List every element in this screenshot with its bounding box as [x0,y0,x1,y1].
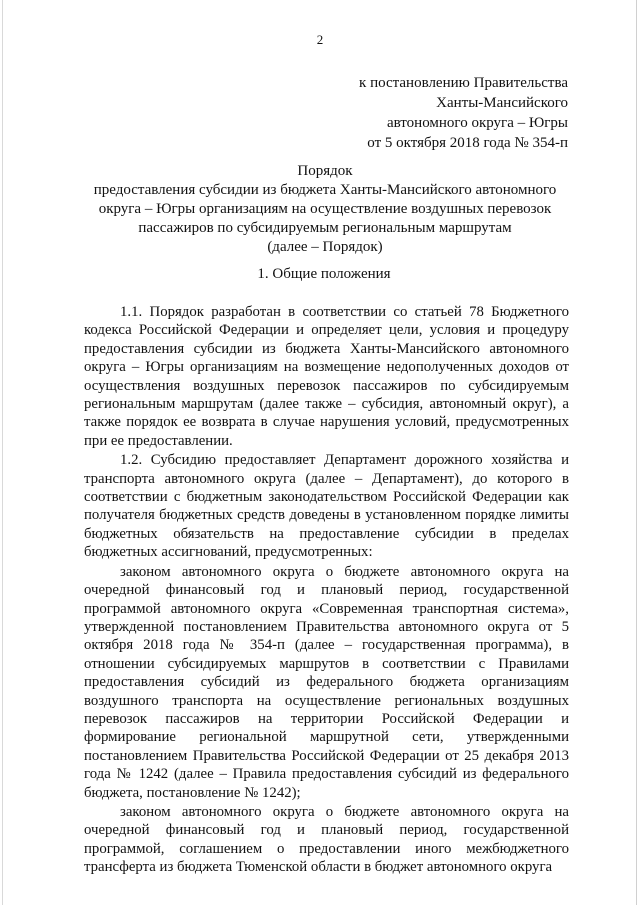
paragraph: законом автономного округа о бюджете автономного округа на очередной финансовый год и плановый период, государственной программой, соглашением о предоставлении иного межбюджетного трансферта из бюджета Тюменской области в бюджет автономного округа [84,803,569,876]
title-heading: Порядок [297,163,353,179]
scan-edge-left [2,0,3,905]
page-number: 2 [316,32,324,47]
title-line: округа – Югры организациям на осуществление воздушных перевозок [98,201,552,217]
paragraph: 1.1. Порядок разработан в соответствии со статьей 78 Бюджетного кодекса Российской Федерации и определяет цели, условия и процедуру предоставления субсидии из бюджета Ханты-Мансийского автономного округа – Югры организациям на возмещение недополученных доходов от осуществления воздушных перевозок пассажиров по субсидируемым региональным маршрутам (далее также – субсидия, автономный округ), а также порядок ее возврата в случае нарушения условий, предусмотренных при ее предоставлении. [84,304,569,449]
annex-header [359,73,568,153]
annex-line: Ханты-Мансийского [436,95,568,111]
title-line: (далее – Порядок) [267,239,383,255]
annex-line: автономного округа – Югры [386,115,568,131]
annex-line: к постановлению Правительства [359,75,568,91]
paragraph: 1.2. Субсидию предоставляет Департамент дорожного хозяйства и транспорта автономного округа (далее – Департамент), до которого в соответствии с бюджетным законодательством Российской Федерации как получателя бюджетных средств доведены в установленном порядке лимиты бюджетных обязательств на предоставление субсидии в пределах бюджетных ассигнований, предусмотренных: [84,452,569,561]
title-line: предоставления субсидии из бюджета Ханты-Мансийского автономного [93,182,557,198]
document-title [80,162,570,257]
annex-line: от 5 октября 2018 года № 354-п [367,135,568,151]
title-line: пассажиров по субсидируемым региональным маршрутам [138,220,512,236]
paragraph: законом автономного округа о бюджете автономного округа на очередной финансовый год и плановый период, государственной программой автономного округа «Современная транспортная система», утвержденной постановлением Правительства автономного округа от 5 октября 2018 года № 354-п (далее – государственная программа), в отношении субсидируемых маршрутов в соответствии с Правилами предоставления субсидий из федерального бюджета организациям воздушного транспорта на осуществление региональных воздушных перевозок пассажиров на территории Российской Федерации и формирование региональной маршрутной сети, утвержденными постановлением Правительства Российской Федерации от 25 декабря 2013 года № 1242 (далее – Правила предоставления субсидий из федерального бюджета, постановление № 1242); [84,563,569,801]
scan-edge-right [636,0,637,905]
section-heading: 1. Общие положения [257,266,391,282]
document-body [84,303,569,877]
